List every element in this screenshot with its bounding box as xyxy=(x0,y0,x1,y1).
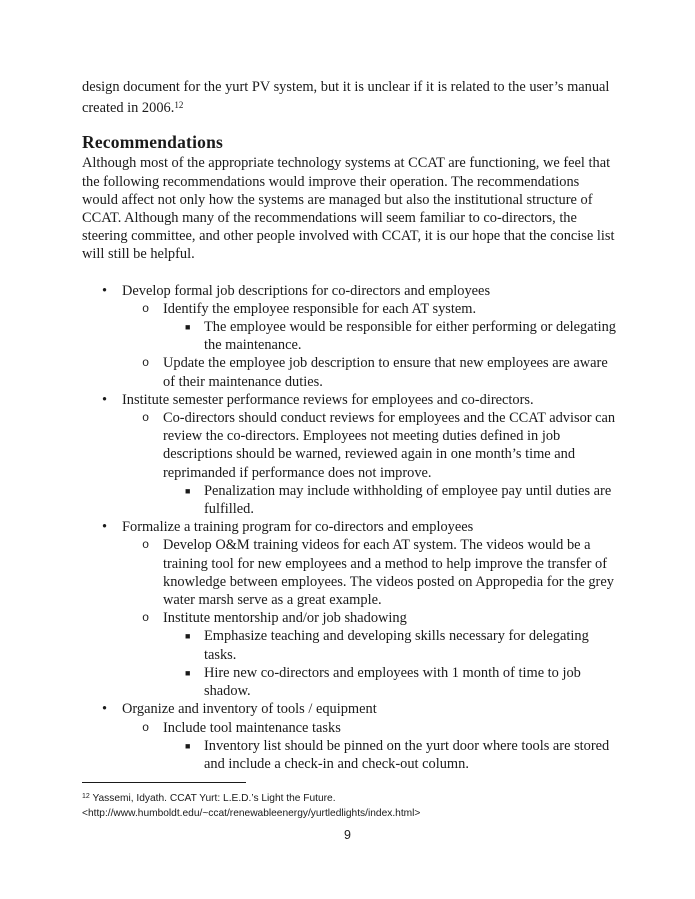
footnote-divider xyxy=(82,782,246,783)
list-item-text: Formalize a training program for co-directors and employees xyxy=(122,519,474,536)
bullet-marker: • xyxy=(102,519,108,536)
bullet-marker: • xyxy=(102,282,108,299)
intro-text: design document for the yurt PV system, but it is unclear if it is related to the user’s manual created in 2006. xyxy=(82,79,610,117)
recommendations-paragraph: Although most of the appropriate technology systems at CCAT are functioning, we feel that the following recommendations would improve their operation. The recommendations would affect not only how the systems are managed but also the institutional structure of CCAT. Although many of the recommendations will seem familiar to co-directors, the steering committee, and other people involved with CCAT, it is our hope that the concise list will still be helpful. xyxy=(82,155,615,263)
page-body xyxy=(82,78,617,773)
footnote-citation: Yassemi, Idyath. CCAT Yurt: L.E.D.’s Light the Future. xyxy=(92,793,336,804)
bullet-marker: o xyxy=(142,301,150,316)
recommendations-list xyxy=(82,282,617,773)
footnote-url[interactable]: <http://www.humboldt.edu/~ccat/renewableenergy/yurtledlights/index.html> xyxy=(82,808,421,819)
bullet-marker: ■ xyxy=(185,740,191,751)
intro-paragraph xyxy=(82,78,617,117)
list-item-text: Develop formal job descriptions for co-directors and employees xyxy=(122,282,491,299)
list-item-text: Institute semester performance reviews for employees and co-directors. xyxy=(122,391,534,408)
sub-list xyxy=(163,627,617,700)
footnote-line-1 xyxy=(82,789,622,806)
sub-list xyxy=(122,300,617,391)
list-item-level-3 xyxy=(163,664,617,700)
bullet-marker: o xyxy=(142,411,150,426)
bullet-marker: • xyxy=(102,391,108,408)
list-item-level-3 xyxy=(163,737,617,773)
list-item-level-2 xyxy=(122,536,617,609)
list-item-text: Organize and inventory of tools / equipment xyxy=(122,701,377,718)
list-item-level-1 xyxy=(82,391,617,518)
list-item-text: Hire new co-directors and employees with 1 month of time to job shadow. xyxy=(204,664,581,700)
footnote-reference[interactable]: 12 xyxy=(174,100,184,111)
list-item-level-2 xyxy=(122,719,617,774)
bullet-marker: ■ xyxy=(185,485,191,496)
section-heading: Recommendations xyxy=(82,132,224,153)
list-item-text: Identify the employee responsible for each AT system. xyxy=(163,300,477,317)
sub-list xyxy=(163,737,617,773)
list-item-level-2 xyxy=(122,354,617,390)
bullet-marker: ■ xyxy=(185,322,191,333)
bullet-marker: • xyxy=(102,701,108,718)
list-item-text: Emphasize teaching and developing skills necessary for delegating tasks. xyxy=(204,628,589,663)
page-number: 9 xyxy=(344,828,351,842)
sub-list xyxy=(163,318,617,354)
list-item-text: The employee would be responsible for either performing or delegating the maintenance. xyxy=(204,319,616,354)
sub-list xyxy=(122,409,617,518)
bullet-marker: o xyxy=(142,538,150,553)
bullet-marker: ■ xyxy=(185,667,191,678)
list-item-text: Develop O&M training videos for each AT system. The videos would be a training tool for new employees and a method to help improve the transfer of knowledge between employees. The videos posted on Appropedia for the grey water marsh serve as a great example. xyxy=(163,537,614,609)
list-item-level-2 xyxy=(122,409,617,518)
list-item-level-3 xyxy=(163,627,617,663)
sub-list xyxy=(122,536,617,700)
list-item-level-1 xyxy=(82,700,617,773)
list-item-text: Penalization may include withholding of employee pay until duties are fulfilled. xyxy=(204,482,612,518)
list-item-level-3 xyxy=(163,318,617,354)
list-item-text: Inventory list should be pinned on the yurt door where tools are stored and include a check-in and check-out column. xyxy=(204,737,610,772)
list-item-level-2 xyxy=(122,300,617,355)
sub-list xyxy=(122,719,617,774)
list-item-text: Update the employee job description to ensure that new employees are aware of their maintenance duties. xyxy=(163,355,608,390)
bullet-marker: o xyxy=(142,356,150,371)
bullet-marker: o xyxy=(142,611,150,626)
list-item-level-1 xyxy=(82,518,617,700)
list-item-level-3 xyxy=(163,482,617,518)
list-item-level-1 xyxy=(82,282,617,391)
list-item-level-2 xyxy=(122,609,617,700)
bullet-marker: o xyxy=(142,720,150,735)
sub-list xyxy=(163,482,617,518)
list-item-text: Include tool maintenance tasks xyxy=(163,719,341,736)
footnote-number: 12 xyxy=(82,793,90,800)
footnote xyxy=(82,789,622,821)
list-item-text: Co-directors should conduct reviews for employees and the CCAT advisor can review the co-directors. Employees not meeting duties defined in job descriptions should be warned, reviewed again in one month’s time and reprimanded if performance does not improve. xyxy=(163,410,616,481)
list-item-text: Institute mentorship and/or job shadowing xyxy=(163,610,407,627)
bullet-marker: ■ xyxy=(185,631,191,642)
